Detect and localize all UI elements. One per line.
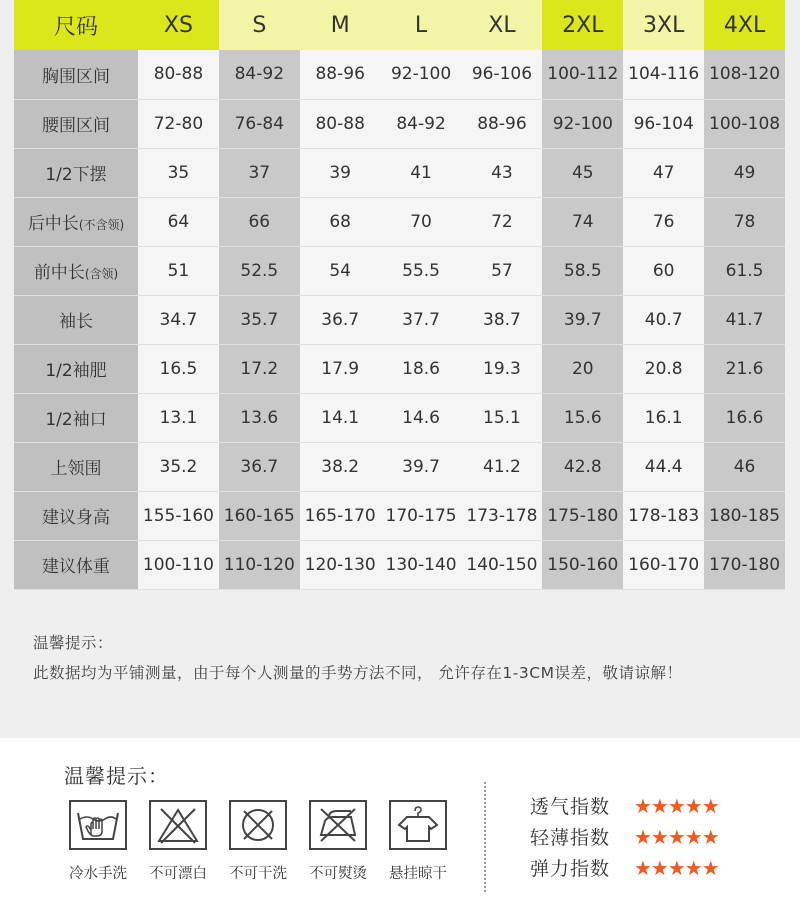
size-value-cell: 39.7 bbox=[542, 295, 623, 344]
care-label: 冷水手洗 bbox=[69, 866, 127, 882]
size-value-cell: 100-112 bbox=[542, 50, 623, 99]
size-value-cell: 41.2 bbox=[462, 442, 543, 491]
size-value-cell: 40.7 bbox=[623, 295, 704, 344]
size-value-cell: 173-178 bbox=[462, 491, 543, 540]
care-label: 悬挂晾干 bbox=[389, 866, 447, 882]
size-value-cell: 170-180 bbox=[704, 540, 785, 589]
cold-hand-wash-icon bbox=[69, 800, 127, 850]
size-value-cell: 44.4 bbox=[623, 442, 704, 491]
size-value-cell: 104-116 bbox=[623, 50, 704, 99]
size-value-cell: 41.7 bbox=[704, 295, 785, 344]
size-value-cell: 96-106 bbox=[462, 50, 543, 99]
size-value-cell: 165-170 bbox=[300, 491, 381, 540]
size-value-cell: 47 bbox=[623, 148, 704, 197]
size-value-cell: 34.7 bbox=[138, 295, 219, 344]
size-row bbox=[14, 540, 785, 589]
size-value-cell: 88-96 bbox=[300, 50, 381, 99]
size-row bbox=[14, 393, 785, 442]
measurement-label bbox=[14, 442, 138, 491]
size-value-cell: 54 bbox=[300, 246, 381, 295]
size-value-cell: 84-92 bbox=[381, 99, 462, 148]
size-value-cell: 36.7 bbox=[219, 442, 300, 491]
size-value-cell: 74 bbox=[542, 197, 623, 246]
care-label: 不可干洗 bbox=[229, 866, 287, 882]
size-value-cell: 18.6 bbox=[381, 344, 462, 393]
measurement-label bbox=[14, 197, 138, 246]
size-value-cell: 76 bbox=[623, 197, 704, 246]
size-value-cell: 76-84 bbox=[219, 99, 300, 148]
care-item bbox=[138, 800, 218, 883]
measurement-name: 后中长 bbox=[27, 214, 79, 234]
size-value-cell: 84-92 bbox=[219, 50, 300, 99]
star-rating: ★★★★★ bbox=[634, 855, 719, 880]
care-title: 温馨提示： bbox=[64, 764, 169, 788]
divider bbox=[484, 782, 486, 892]
care-item bbox=[58, 800, 138, 883]
size-row bbox=[14, 246, 785, 295]
size-value-cell: 20.8 bbox=[623, 344, 704, 393]
size-value-cell: 100-110 bbox=[138, 540, 219, 589]
size-column-header: S bbox=[219, 0, 300, 50]
size-value-cell: 80-88 bbox=[138, 50, 219, 99]
size-value-cell: 55.5 bbox=[381, 246, 462, 295]
measurement-name: 1/2袖口 bbox=[45, 410, 107, 430]
size-value-cell: 160-165 bbox=[219, 491, 300, 540]
size-value-cell: 92-100 bbox=[381, 50, 462, 99]
size-header-label: 尺码 bbox=[14, 0, 138, 50]
rating-row bbox=[530, 790, 719, 821]
size-value-cell: 17.2 bbox=[219, 344, 300, 393]
measurement-label bbox=[14, 491, 138, 540]
size-value-cell: 140-150 bbox=[462, 540, 543, 589]
measurement-label bbox=[14, 50, 138, 99]
size-value-cell: 92-100 bbox=[542, 99, 623, 148]
measurement-note: (含领) bbox=[84, 267, 119, 281]
measurement-label bbox=[14, 344, 138, 393]
measurement-name: 前中长 bbox=[33, 263, 85, 283]
size-value-cell: 35.7 bbox=[219, 295, 300, 344]
size-value-cell: 14.1 bbox=[300, 393, 381, 442]
measurement-label bbox=[14, 99, 138, 148]
size-value-cell: 37 bbox=[219, 148, 300, 197]
size-column-header: 3XL bbox=[623, 0, 704, 50]
size-value-cell: 46 bbox=[704, 442, 785, 491]
note-title: 温馨提示： bbox=[33, 634, 114, 652]
size-value-cell: 61.5 bbox=[704, 246, 785, 295]
size-value-cell: 35 bbox=[138, 148, 219, 197]
size-value-cell: 20 bbox=[542, 344, 623, 393]
measurement-name: 1/2袖肥 bbox=[45, 361, 107, 381]
size-row bbox=[14, 344, 785, 393]
star-rating: ★★★★★ bbox=[634, 824, 719, 849]
rating-row bbox=[530, 821, 719, 852]
size-column-header: 4XL bbox=[704, 0, 785, 50]
size-value-cell: 96-104 bbox=[623, 99, 704, 148]
no-iron-icon bbox=[309, 800, 367, 850]
no-dry-clean-icon bbox=[229, 800, 287, 850]
size-value-cell: 15.6 bbox=[542, 393, 623, 442]
size-row bbox=[14, 491, 785, 540]
size-value-cell: 170-175 bbox=[381, 491, 462, 540]
care-label: 不可漂白 bbox=[149, 866, 207, 882]
size-table bbox=[14, 0, 785, 590]
care-icons bbox=[58, 800, 458, 883]
measurement-name: 上领围 bbox=[50, 459, 102, 479]
size-value-cell: 36.7 bbox=[300, 295, 381, 344]
size-column-header: XL bbox=[462, 0, 543, 50]
size-value-cell: 72 bbox=[462, 197, 543, 246]
size-row bbox=[14, 99, 785, 148]
size-column-header: XS bbox=[138, 0, 219, 50]
rating-label: 透气指数 bbox=[530, 796, 611, 818]
size-row bbox=[14, 148, 785, 197]
size-value-cell: 110-120 bbox=[219, 540, 300, 589]
care-item bbox=[378, 800, 458, 883]
measurement-name: 建议身高 bbox=[42, 508, 110, 528]
size-value-cell: 41 bbox=[381, 148, 462, 197]
rating-label: 弹力指数 bbox=[530, 858, 611, 880]
size-row bbox=[14, 295, 785, 344]
care-item bbox=[218, 800, 298, 883]
size-value-cell: 39 bbox=[300, 148, 381, 197]
size-value-cell: 14.6 bbox=[381, 393, 462, 442]
size-value-cell: 150-160 bbox=[542, 540, 623, 589]
care-label: 不可熨烫 bbox=[309, 866, 367, 882]
size-row bbox=[14, 50, 785, 99]
measurement-note: (不含领) bbox=[78, 218, 125, 232]
ratings bbox=[530, 790, 719, 883]
size-value-cell: 43 bbox=[462, 148, 543, 197]
star-rating: ★★★★★ bbox=[634, 793, 719, 818]
size-value-cell: 155-160 bbox=[138, 491, 219, 540]
size-value-cell: 52.5 bbox=[219, 246, 300, 295]
size-value-cell: 15.1 bbox=[462, 393, 543, 442]
measurement-name: 建议体重 bbox=[42, 557, 110, 577]
size-value-cell: 175-180 bbox=[542, 491, 623, 540]
size-value-cell: 49 bbox=[704, 148, 785, 197]
measurement-name: 胸围区间 bbox=[42, 66, 110, 87]
size-value-cell: 13.6 bbox=[219, 393, 300, 442]
size-column-header: M bbox=[300, 0, 381, 50]
size-value-cell: 51 bbox=[138, 246, 219, 295]
measurement-name: 袖长 bbox=[59, 312, 93, 332]
measurement-label bbox=[14, 295, 138, 344]
size-value-cell: 108-120 bbox=[704, 50, 785, 99]
size-value-cell: 39.7 bbox=[381, 442, 462, 491]
size-value-cell: 13.1 bbox=[138, 393, 219, 442]
measurement-label bbox=[14, 246, 138, 295]
size-value-cell: 80-88 bbox=[300, 99, 381, 148]
care-section bbox=[0, 738, 800, 912]
size-value-cell: 16.5 bbox=[138, 344, 219, 393]
measurement-label bbox=[14, 540, 138, 589]
size-column-header: L bbox=[381, 0, 462, 50]
measurement-note bbox=[33, 628, 682, 688]
size-value-cell: 35.2 bbox=[138, 442, 219, 491]
measurement-name: 1/2下摆 bbox=[45, 165, 107, 185]
size-header-row bbox=[14, 0, 785, 50]
measurement-name: 腰围区间 bbox=[42, 116, 110, 136]
size-value-cell: 19.3 bbox=[462, 344, 543, 393]
note-text: 此数据均为平铺测量，由于每个人测量的手势方法不同， 允许存在1-3CM误差，敬请谅解！ bbox=[33, 664, 683, 682]
rating-row bbox=[530, 852, 719, 883]
size-value-cell: 178-183 bbox=[623, 491, 704, 540]
size-value-cell: 160-170 bbox=[623, 540, 704, 589]
size-value-cell: 100-108 bbox=[704, 99, 785, 148]
size-value-cell: 38.2 bbox=[300, 442, 381, 491]
size-value-cell: 16.1 bbox=[623, 393, 704, 442]
size-column-header: 2XL bbox=[542, 0, 623, 50]
no-bleach-icon bbox=[149, 800, 207, 850]
size-row bbox=[14, 442, 785, 491]
size-value-cell: 38.7 bbox=[462, 295, 543, 344]
care-item bbox=[298, 800, 378, 883]
size-value-cell: 70 bbox=[381, 197, 462, 246]
size-value-cell: 88-96 bbox=[462, 99, 543, 148]
size-value-cell: 45 bbox=[542, 148, 623, 197]
size-value-cell: 72-80 bbox=[138, 99, 219, 148]
size-value-cell: 16.6 bbox=[704, 393, 785, 442]
size-value-cell: 17.9 bbox=[300, 344, 381, 393]
rating-label: 轻薄指数 bbox=[530, 827, 611, 849]
size-value-cell: 37.7 bbox=[381, 295, 462, 344]
measurement-label bbox=[14, 393, 138, 442]
size-value-cell: 68 bbox=[300, 197, 381, 246]
size-value-cell: 78 bbox=[704, 197, 785, 246]
size-row bbox=[14, 197, 785, 246]
size-value-cell: 180-185 bbox=[704, 491, 785, 540]
size-value-cell: 58.5 bbox=[542, 246, 623, 295]
size-value-cell: 120-130 bbox=[300, 540, 381, 589]
size-value-cell: 130-140 bbox=[381, 540, 462, 589]
measurement-label bbox=[14, 148, 138, 197]
size-value-cell: 60 bbox=[623, 246, 704, 295]
size-value-cell: 57 bbox=[462, 246, 543, 295]
size-value-cell: 42.8 bbox=[542, 442, 623, 491]
size-value-cell: 64 bbox=[138, 197, 219, 246]
size-value-cell: 66 bbox=[219, 197, 300, 246]
hang-dry-icon bbox=[389, 800, 447, 850]
size-value-cell: 21.6 bbox=[704, 344, 785, 393]
